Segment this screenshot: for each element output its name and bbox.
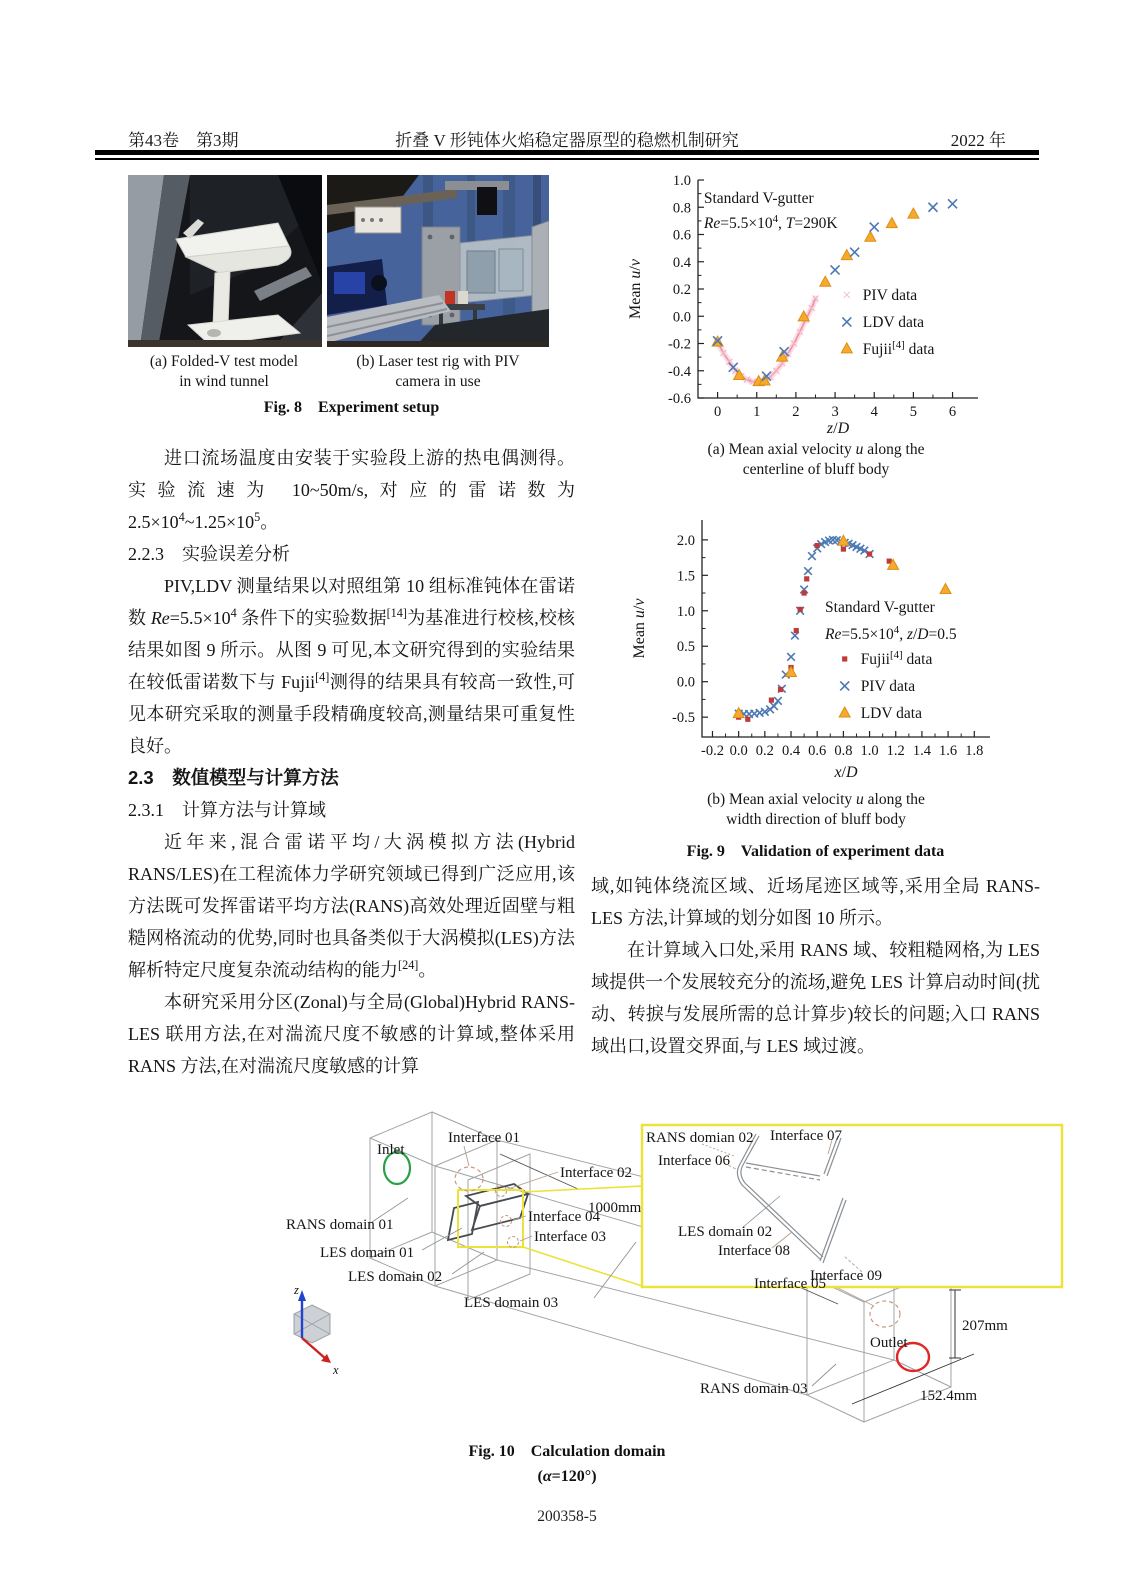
svg-text:-0.5: -0.5 xyxy=(672,710,695,727)
chart-mean-axial-velocity-centerline xyxy=(594,166,1026,448)
svg-text:0.2: 0.2 xyxy=(672,282,691,298)
svg-text:0.0: 0.0 xyxy=(672,309,691,326)
fig8-caption-a xyxy=(124,352,324,392)
dimension-207mm-label: 207mm xyxy=(962,1318,1008,1334)
photo-laser-test-rig xyxy=(327,175,549,347)
svg-text:-0.2: -0.2 xyxy=(700,743,724,759)
svg-text:4: 4 xyxy=(870,404,878,420)
fig9-caption-a xyxy=(596,440,1036,480)
header-rule-thick xyxy=(95,150,1039,155)
svg-text:0.8: 0.8 xyxy=(834,743,853,759)
interface02-label: Interface 02 xyxy=(560,1165,633,1181)
svg-text:PIV data: PIV data xyxy=(862,286,918,304)
fig10-calculation-domain-diagram xyxy=(272,1090,1072,1445)
left-column xyxy=(128,442,575,1082)
interface06-label: Interface 06 xyxy=(658,1153,731,1169)
paragraph-error-analysis: PIV,LDV 测量结果以对照组第 10 组标准钝体在雷诺数 $Re=5.5\times 10^4$ 条件下的实验数据[14]为基准进行校核,校核结果如图 9 所示。从图 9 可见,本文研究得到的实验结果在较低雷诺数下与 Fujii[4]测得的结果具有较高一致性,可见本研究采取的测量手段精确度较高,测量结果可重复性良好。 xyxy=(128,576,576,756)
fig9-caption-b-line1: (b) Mean axial velocity u along the xyxy=(707,791,925,808)
journal-year: 2022 年 xyxy=(950,131,1006,150)
fig8-caption-b xyxy=(327,352,549,392)
svg-text:1.2: 1.2 xyxy=(886,743,905,759)
paragraph-hybrid-rans-les: 近年来,混合雷诺平均/大涡模拟方法(Hybrid RANS/LES)在工程流体力学研究领域已得到广泛应用,该方法既可发挥雷诺平均方法(RANS)高效处理近固壁与粗糙网格流动的优势,同时也具备类似于大涡模拟(LES)方法解析特定尺度复杂流动结构的能力[24]。 xyxy=(128,832,575,980)
outlet-label: Outlet xyxy=(870,1335,908,1351)
running-title: 折叠 V 形钝体火焰稳定器原型的稳燃机制研究 xyxy=(395,131,739,150)
les-domain02-inset-label: LES domain 02 xyxy=(678,1224,773,1240)
paragraph-zonal-global: 本研究采用分区(Zonal)与全局(Global)Hybrid RANS-LES 联用方法,在对湍流尺度不敏感的计算域,整体采用 RANS 方法,在对湍流尺度敏感的计算 xyxy=(128,992,575,1076)
interface01-label: Interface 01 xyxy=(448,1130,521,1146)
header-rule-thin xyxy=(95,158,1039,160)
svg-text:Standard V-gutter: Standard V-gutter xyxy=(825,599,935,617)
svg-text:1.6: 1.6 xyxy=(939,743,958,759)
zoom-leader-bottom xyxy=(523,1247,642,1286)
rans-domain02-label: RANS domian 02 xyxy=(646,1130,754,1146)
svg-text:1.0: 1.0 xyxy=(676,603,695,620)
svg-text:0.4: 0.4 xyxy=(781,743,801,759)
axis-z-label: z xyxy=(294,1283,299,1297)
svg-text:LDV data: LDV data xyxy=(862,313,925,331)
rans-domain01-label: RANS domain 01 xyxy=(286,1217,394,1233)
svg-text:0.0: 0.0 xyxy=(676,674,695,691)
les-domain01-label: LES domain 01 xyxy=(320,1245,415,1261)
heading-2-2-3: 2.2.3 实验误差分析 xyxy=(128,544,290,564)
svg-text:Fujii[4] data: Fujii[4] data xyxy=(860,648,933,668)
dimension-1000mm-label: 1000mm xyxy=(588,1200,642,1216)
interface08-label: Interface 08 xyxy=(718,1243,791,1259)
svg-text:1.8: 1.8 xyxy=(965,743,984,759)
svg-text:Re=5.5×104, z/D=0.5: $Re=5.5\times 10^4$, z/D=0.5 xyxy=(825,624,957,644)
svg-text:-0.6: -0.6 xyxy=(668,391,691,407)
interface03-label: Interface 03 xyxy=(534,1229,607,1245)
fig9-caption-b-line2: width direction of bluff body xyxy=(726,811,906,828)
journal-volume-issue: 第43卷 第3期 xyxy=(128,131,239,150)
fig8-caption-a-line1: (a) Folded-V test model xyxy=(149,353,299,370)
inlet-label: Inlet xyxy=(377,1142,405,1158)
svg-text:Mean u/v: Mean u/v xyxy=(631,598,648,659)
svg-text:0: 0 xyxy=(713,404,722,420)
svg-text:3: 3 xyxy=(831,404,839,420)
svg-text:0.4: 0.4 xyxy=(672,254,691,271)
fig8-caption-b-line2: camera in use xyxy=(395,373,481,390)
interface05-circle xyxy=(870,1301,900,1327)
svg-text:0.6: 0.6 xyxy=(672,227,691,244)
svg-text:1: 1 xyxy=(753,404,761,420)
les-domain02-label: LES domain 02 xyxy=(348,1269,443,1285)
rans-domain03-label: RANS domain 03 xyxy=(700,1381,808,1397)
svg-text:2: 2 xyxy=(792,404,800,420)
svg-text:1.0: 1.0 xyxy=(860,743,879,759)
interface07-label: Interface 07 xyxy=(770,1128,843,1144)
svg-text:1.4: 1.4 xyxy=(912,743,931,759)
fig9-caption-a-line2: centerline of bluff body xyxy=(742,461,890,478)
paragraph-inlet-temperature: 进口流场温度由安装于实验段上游的热电偶测得。实验流速为 10~50m/s,对应的雷诺数为 $2.5\times 10^4\sim 1.25\times 10^5$。 xyxy=(128,448,575,532)
fig8-caption-b-line1: (b) Laser test rig with PIV xyxy=(356,353,520,370)
svg-text:0.8: 0.8 xyxy=(672,200,691,217)
v-gutter-model xyxy=(448,1184,528,1240)
page-number: 200358-5 xyxy=(537,1508,597,1525)
fig8-title: Fig. 8 Experiment setup xyxy=(263,399,440,416)
svg-text:-0.4: -0.4 xyxy=(668,363,691,380)
paragraph-global-rans-les: 域,如钝体绕流区域、近场尾迹区域等,采用全局 RANS-LES 方法,计算域的划分如图 10 所示。 xyxy=(591,876,1040,928)
heading-2-3: 2.3 数值模型与计算方法 xyxy=(128,767,339,788)
heading-2-3-1: 2.3.1 计算方法与计算域 xyxy=(128,800,326,820)
fig8-caption-a-line2: in wind tunnel xyxy=(179,373,269,390)
fig9-caption-a-line1: (a) Mean axial velocity u along the xyxy=(707,441,925,458)
paragraph-inlet-rans: 在计算域入口处,采用 RANS 域、较粗糙网格,为 LES 域提供一个发展较充分的流场,避免 LES 计算启动时间(扰动、转捩与发展所需的总计算步)较长的问题;入口 RANS 域出口,设置交界面,与 LES 域过渡。 xyxy=(591,940,1040,1056)
interface09-label: Interface 09 xyxy=(810,1268,883,1284)
svg-text:x/D: x/D xyxy=(834,764,858,781)
interface05-label: Interface 05 xyxy=(754,1276,827,1292)
svg-text:Standard V-gutter: Standard V-gutter xyxy=(703,190,814,208)
svg-text:2.0: 2.0 xyxy=(676,532,695,549)
svg-text:5: 5 xyxy=(909,404,918,420)
svg-text:6: 6 xyxy=(948,404,957,420)
photo-folded-v-model xyxy=(128,175,322,347)
interface04-label: Interface 04 xyxy=(528,1209,601,1225)
svg-text:Re=5.5×104, T=290K: $Re=5.5\times 10^4$, T=290K xyxy=(703,213,838,233)
coordinate-axes xyxy=(293,1283,339,1377)
svg-text:LDV data: LDV data xyxy=(860,704,922,722)
right-column xyxy=(591,870,1040,1062)
svg-text:0.5: 0.5 xyxy=(676,639,695,656)
inset-box xyxy=(642,1125,1062,1287)
fig9-title: Fig. 9 Validation of experiment data xyxy=(686,843,945,860)
axis-x-label: x xyxy=(333,1363,339,1377)
svg-text:1.5: 1.5 xyxy=(676,568,695,585)
svg-text:1.0: 1.0 xyxy=(672,173,691,189)
svg-text:Fujii[4] data: Fujii[4] data xyxy=(862,338,935,358)
svg-text:0.2: 0.2 xyxy=(755,743,774,759)
dimension-152mm-label: 152.4mm xyxy=(920,1388,978,1404)
les-domain03-label: LES domain 03 xyxy=(464,1295,559,1311)
svg-text:0.0: 0.0 xyxy=(729,743,748,759)
fig9-caption-b xyxy=(596,790,1036,830)
zoom-leader-top xyxy=(523,1186,642,1192)
svg-text:0.6: 0.6 xyxy=(808,743,827,759)
fig10-title: Fig. 10 Calculation domain xyxy=(468,1443,666,1460)
interface03-circle xyxy=(508,1237,519,1248)
svg-text:Mean u/v: Mean u/v xyxy=(627,259,644,319)
fig10-subtitle: (α=120°) xyxy=(537,1468,597,1485)
svg-text:z/D: z/D xyxy=(826,420,850,437)
chart-mean-axial-velocity-width xyxy=(596,500,1036,788)
svg-text:-0.2: -0.2 xyxy=(668,336,691,353)
svg-text:PIV data: PIV data xyxy=(860,677,916,695)
